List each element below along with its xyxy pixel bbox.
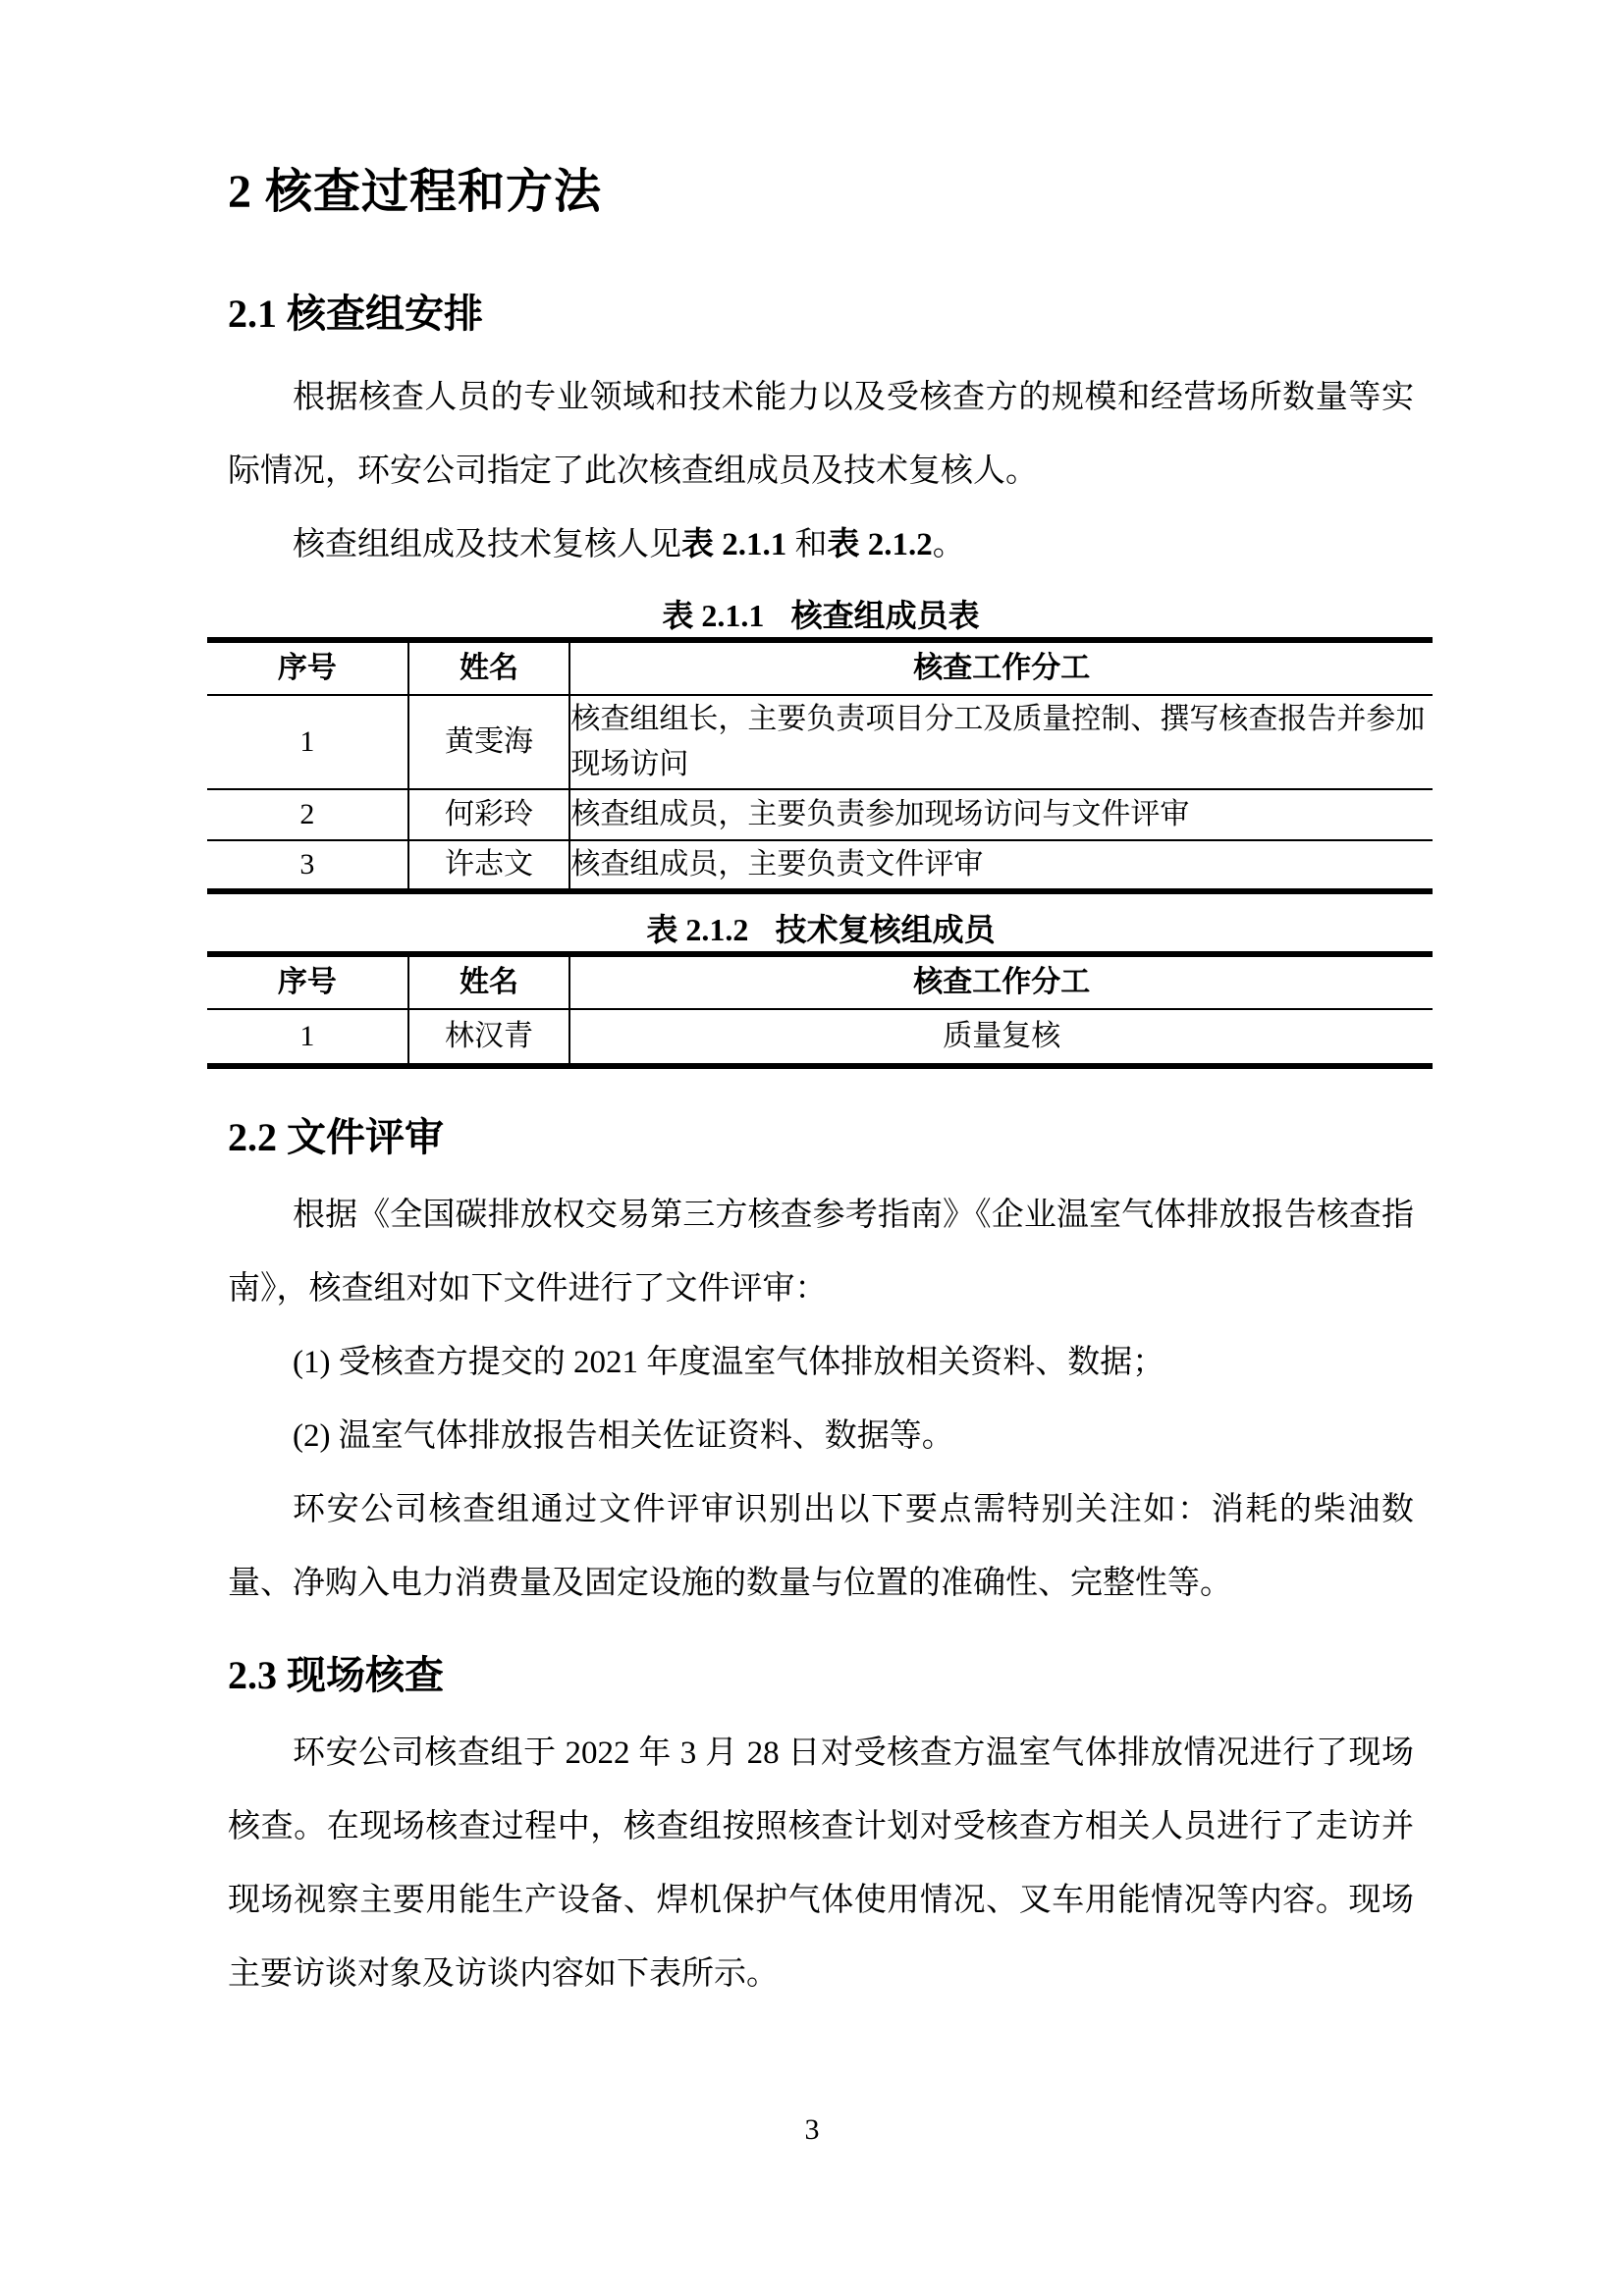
members-table [207, 637, 1433, 894]
reviewer-no: 1 [207, 1009, 408, 1066]
chapter-title: 2 核查过程和方法 [228, 166, 603, 218]
ref-prefix: 核查组组成及技术复核人见 [293, 527, 681, 562]
section-heading-2-2: 2.2 文件评审 [228, 1115, 444, 1159]
page-number: 3 [804, 2113, 820, 2146]
ref-mid: 和 [786, 527, 828, 562]
member-no: 2 [207, 789, 408, 840]
member-no: 3 [207, 840, 408, 891]
paragraph-doc-review-basis: 根据《全国碳排放权交易第三方核查参考指南》《企业温室气体排放报告核查指南》，核查组对如下文件进行了文件评审： [228, 1198, 1414, 1307]
paragraph-team-basis: 根据核查人员的专业领域和技术能力以及受核查方的规模和经营场所数量等实际情况，环安公司指定了此次核查组成员及技术复核人。 [228, 380, 1414, 489]
members-table-caption [228, 596, 1414, 635]
reviewers-table-caption [228, 910, 1414, 949]
members-table-header-row [207, 640, 1433, 695]
section-heading-2-3: 2.3 现场核查 [228, 1653, 444, 1697]
reviewer-duty: 质量复核 [943, 1020, 1061, 1052]
table-row [207, 840, 1433, 891]
member-no: 1 [207, 695, 408, 789]
table-row [207, 695, 1433, 789]
reviewers-table [207, 951, 1433, 1069]
member-name: 黄雯海 [408, 695, 570, 789]
reviewers-table-caption-title: 技术复核组成员 [775, 912, 996, 947]
table-row [207, 1009, 1433, 1066]
reviewers-table-header-row [207, 954, 1433, 1009]
members-col-no: 序号 [207, 640, 408, 695]
list-item-doc-2: (2) 温室气体排放报告相关佐证资料、数据等。 [293, 1418, 954, 1454]
member-duty: 核查组成员，主要负责文件评审 [570, 848, 984, 881]
reviewers-col-name: 姓名 [408, 954, 570, 1009]
reviewer-name: 林汉青 [408, 1009, 570, 1066]
table-row [207, 789, 1433, 840]
member-duty: 核查组成员，主要负责参加现场访问与文件评审 [570, 798, 1190, 830]
paragraph-site-visit: 环安公司核查组于 2022 年 3 月 28 日对受核查方温室气体排放情况进行了现场核查。在现场核查过程中，核查组按照核查计划对受核查方相关人员进行了走访并现场视察主要用能生产设备、焊机保护气体使用情况、叉车用能情况等内容。现场主要访谈对象及访谈内容如下表所示。 [228, 1735, 1414, 1992]
members-col-name: 姓名 [408, 640, 570, 695]
ref-table-1: 表 2.1.1 [681, 527, 787, 562]
ref-suffix: 。 [932, 527, 965, 562]
paragraph-table-reference [228, 508, 1414, 582]
members-table-caption-label: 表 2.1.1 [662, 598, 765, 633]
member-duty: 核查组组长，主要负责项目分工及质量控制、撰写核查报告并参加现场访问 [570, 703, 1426, 780]
members-table-caption-title: 核查组成员表 [790, 598, 980, 633]
reviewers-col-no: 序号 [207, 954, 408, 1009]
list-item-doc-1: (1) 受核查方提交的 2021 年度温室气体排放相关资料、数据； [293, 1345, 1165, 1380]
paragraph-doc-review-focus: 环安公司核查组通过文件评审识别出以下要点需特别关注如：消耗的柴油数量、净购入电力消费量及固定设施的数量与位置的准确性、完整性等。 [228, 1492, 1414, 1601]
reviewers-table-caption-label: 表 2.1.2 [646, 912, 749, 947]
member-name: 许志文 [408, 840, 570, 891]
member-name: 何彩玲 [408, 789, 570, 840]
ref-table-2: 表 2.1.2 [827, 527, 933, 562]
section-heading-2-1: 2.1 核查组安排 [228, 292, 483, 336]
reviewers-col-duty: 核查工作分工 [913, 966, 1091, 998]
members-col-duty: 核查工作分工 [913, 652, 1091, 684]
